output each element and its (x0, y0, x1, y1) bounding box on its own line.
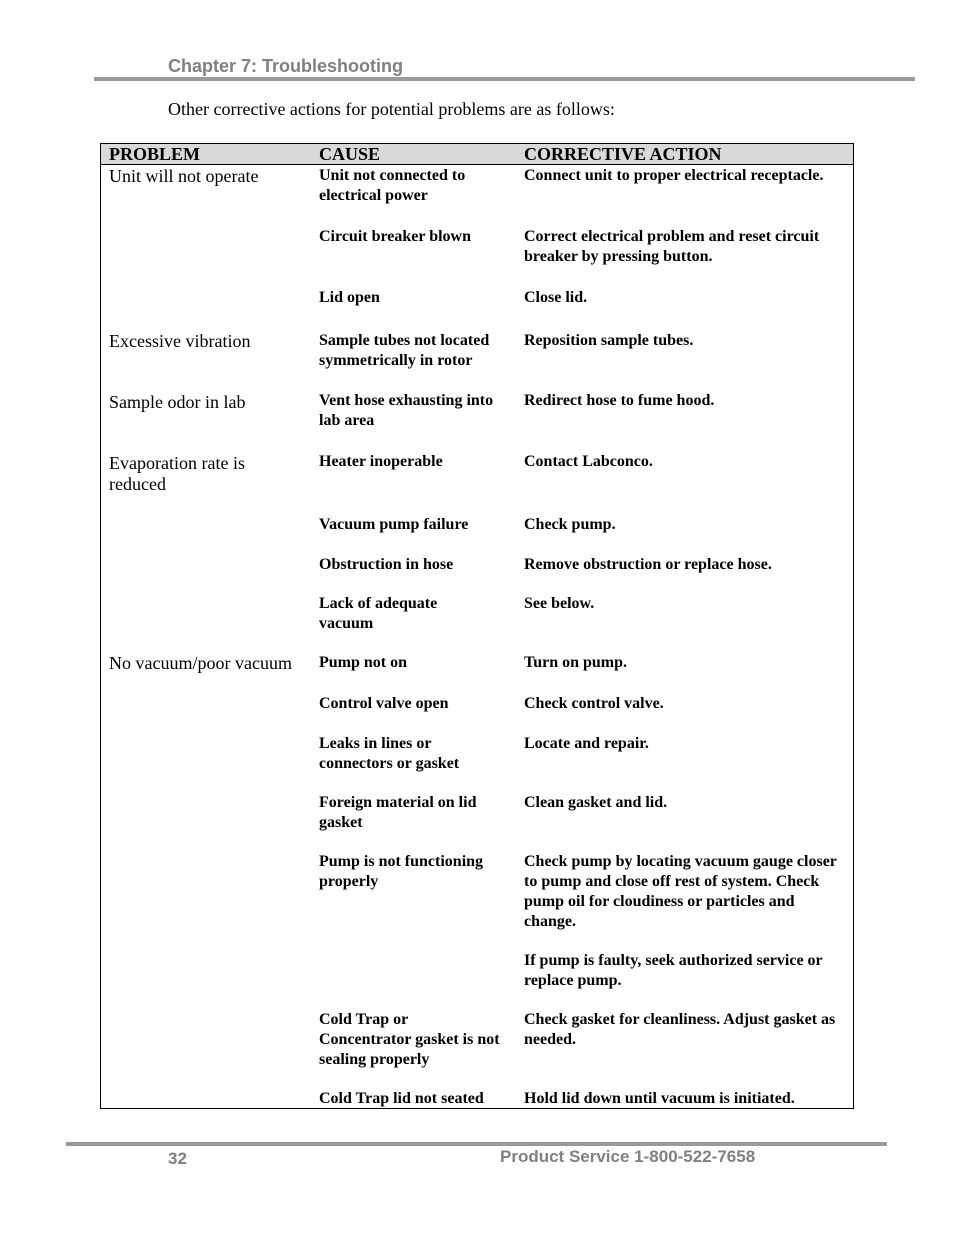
cause-cell: Lid open (319, 289, 380, 306)
header-cause: CAUSE (319, 144, 381, 164)
header-corrective-action: CORRECTIVE ACTION (524, 144, 722, 164)
table-header-row (101, 144, 853, 165)
problem-cell: Sample odor in lab (109, 392, 246, 412)
header-divider (94, 77, 915, 81)
page-number: 32 (168, 1149, 187, 1168)
problem-cell: Unit will not operate (109, 166, 259, 186)
header-problem: PROBLEM (109, 144, 201, 164)
action-cell: Locate and repair. (524, 735, 649, 752)
cause-cell: Unit not connected to electrical power (319, 167, 466, 204)
action-cell: Connect unit to proper electrical receptacle. (524, 167, 824, 184)
cause-cell: Pump is not functioning properly (319, 853, 484, 890)
problem-cell: Evaporation rate is reduced (109, 453, 245, 494)
action-cell: Hold lid down until vacuum is initiated. (524, 1090, 795, 1107)
action-cell: Check pump. (524, 516, 616, 533)
chapter-title: Chapter 7: Troubleshooting (168, 56, 404, 76)
cause-cell: Heater inoperable (319, 453, 443, 470)
footer-divider (66, 1142, 887, 1146)
action-cell: Remove obstruction or replace hose. (524, 556, 772, 573)
cause-cell: Cold Trap lid not seated (319, 1090, 484, 1107)
action-cell: Contact Labconco. (524, 453, 653, 470)
action-cell: Check control valve. (524, 695, 664, 712)
action-cell: Redirect hose to fume hood. (524, 392, 715, 409)
cause-cell: Pump not on (319, 654, 408, 671)
action-cell: Check gasket for cleanliness. Adjust gasket as needed. (524, 1011, 836, 1048)
troubleshooting-table (100, 143, 854, 1109)
cause-cell: Vacuum pump failure (319, 516, 469, 533)
action-cell: Clean gasket and lid. (524, 794, 668, 811)
action-cell: Close lid. (524, 289, 588, 306)
cause-cell: Circuit breaker blown (319, 228, 472, 245)
product-service-text: Product Service 1-800-522-7658 (500, 1147, 756, 1166)
action-cell: If pump is faulty, seek authorized service or replace pump. (524, 952, 823, 989)
intro-text: Other corrective actions for potential problems are as follows: (168, 99, 615, 119)
action-cell: Turn on pump. (524, 654, 628, 671)
action-cell: See below. (524, 595, 595, 612)
problem-cell: Excessive vibration (109, 331, 251, 351)
cause-cell: Obstruction in hose (319, 556, 454, 573)
cause-cell: Control valve open (319, 695, 449, 712)
cause-cell: Sample tubes not located symmetrically in rotor (319, 332, 490, 369)
action-cell: Correct electrical problem and reset circuit breaker by pressing button. (524, 228, 820, 265)
action-cell: Reposition sample tubes. (524, 332, 694, 349)
action-cell: Check pump by locating vacuum gauge closer to pump and close off rest of system. Check pump oil for cloudiness or particles and change. (524, 853, 837, 930)
cause-cell: Foreign material on lid gasket (319, 794, 477, 831)
cause-cell: Leaks in lines or connectors or gasket (319, 735, 460, 772)
cause-cell: Vent hose exhausting into lab area (319, 392, 494, 429)
cause-cell: Cold Trap or Concentrator gasket is not sealing properly (319, 1011, 500, 1068)
problem-cell: No vacuum/poor vacuum (109, 653, 292, 673)
cause-cell: Lack of adequate vacuum (319, 595, 438, 632)
